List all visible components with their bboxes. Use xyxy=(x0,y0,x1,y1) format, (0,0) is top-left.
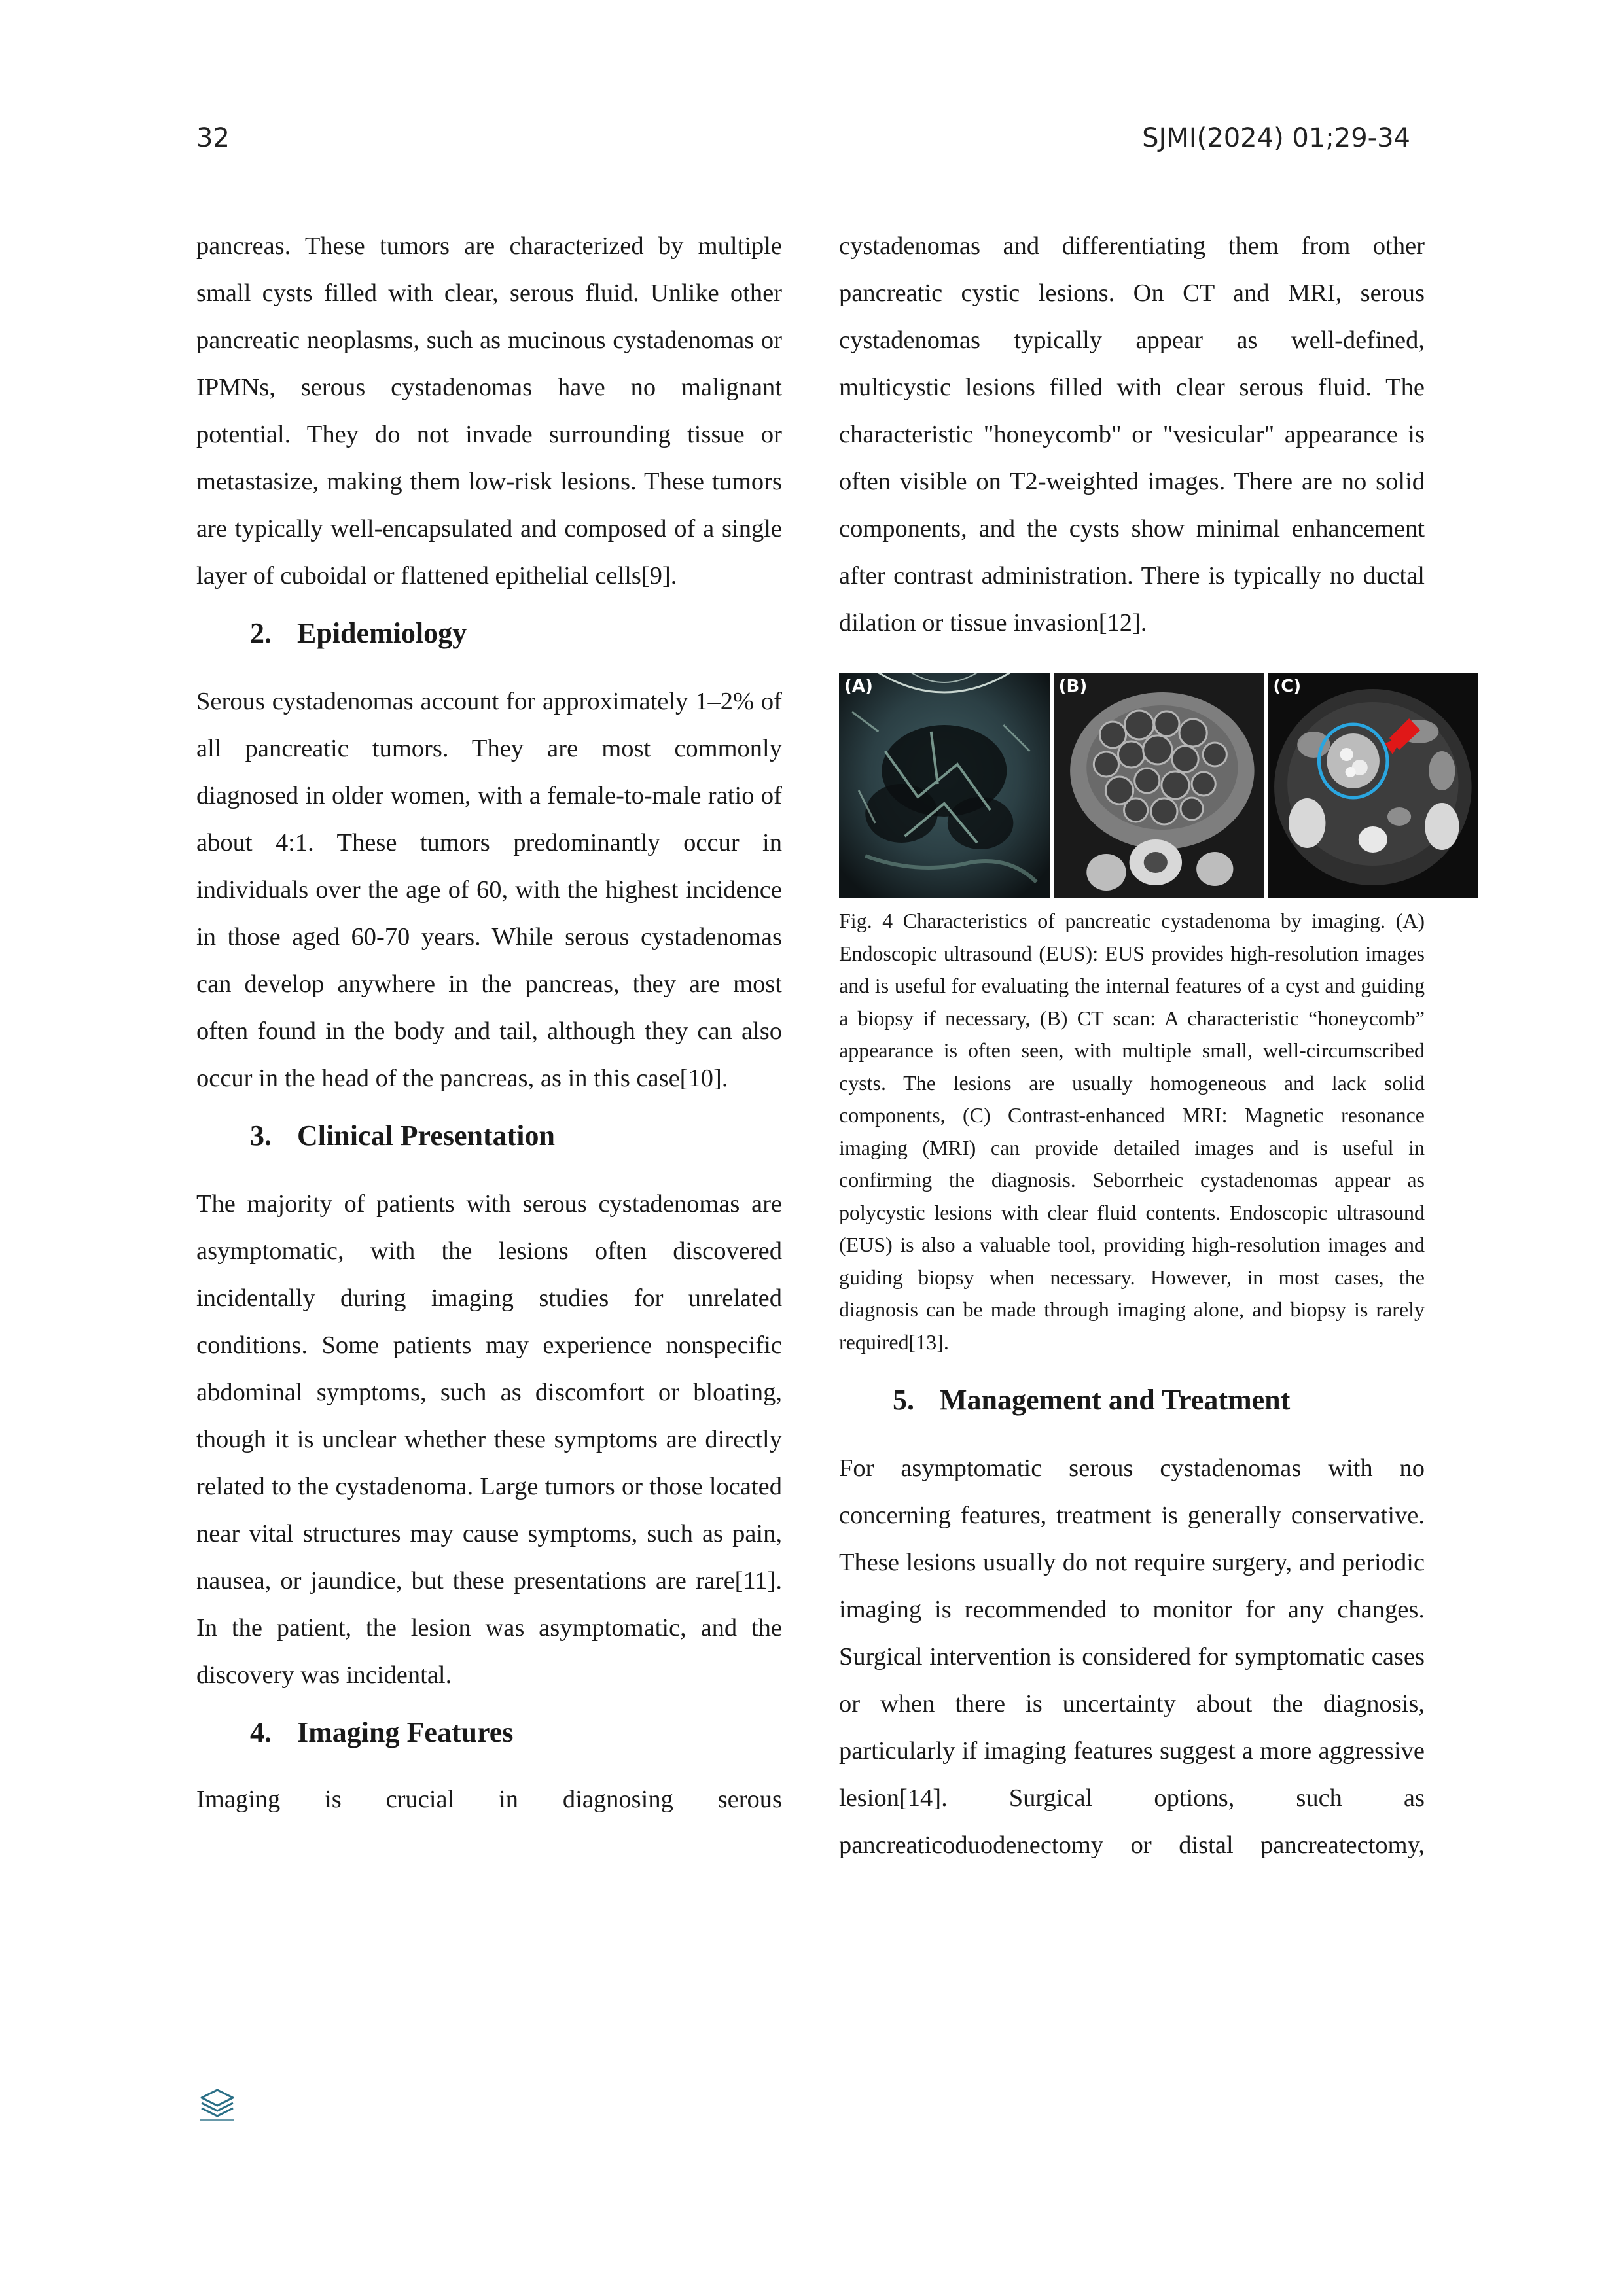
ct-image xyxy=(1054,673,1264,898)
panel-label-b: (B) xyxy=(1058,677,1088,696)
page-number: 32 xyxy=(196,123,230,153)
figure-4 xyxy=(839,673,1478,898)
paragraph-clinical-presentation: The majority of patients with serous cystadenomas are asymptomatic, with the lesions often discovered incidentally during imaging studies for unrelated conditions. Some patients may experience nonspecific abdominal symptoms, such as discomfort or bloating, though it is unclear whether these symptoms are directly related to the cystadenoma. Large tumors or those located near vital structures may cause symptoms, such as pain, nausea, or jaundice, but these presentations are rare[11]. In the patient, the lesion was asymptomatic, and the discovery was incidental. xyxy=(196,1190,782,1689)
right-column xyxy=(839,222,1425,1869)
section-number: 2. xyxy=(250,617,272,649)
layered-diamond-logo-icon xyxy=(195,2087,240,2125)
section-heading-epidemiology xyxy=(196,614,782,653)
left-column xyxy=(196,222,782,1823)
figure-panel-mri xyxy=(1268,673,1478,898)
section-title: Imaging Features xyxy=(297,1716,514,1748)
paragraph-epidemiology: Serous cystadenomas account for approximately 1–2% of all pancreatic tumors. They are most commonly diagnosed in older women, with a female-to-male ratio of about 4:1. These tumors predominantly occur in individuals over the age of 60, with the highest incidence in those aged 60-70 years. While serous cystadenomas can develop anywhere in the pancreas, they are most often found in the body and tail, although they can also occur in the head of the pancreas, as in this case[10]. xyxy=(196,688,782,1092)
paragraph-imaging-start: Imaging is crucial in diagnosing serous xyxy=(196,1786,782,1813)
journal-citation: SJMI(2024) 01;29-34 xyxy=(1142,123,1410,153)
paragraph-intro: pancreas. These tumors are characterized by multiple small cysts filled with clear, serous fluid. Unlike other pancreatic neoplasms, such as mucinous cystadenomas or IPMNs, serous cystadenomas have no malignant potential. They do not invade surrounding tissue or metastasize, making them low-risk lesions. These tumors are typically well-encapsulated and composed of a single layer of cuboidal or flattened epithelial cells[9]. xyxy=(196,232,782,590)
figure-caption: Fig. 4 Characteristics of pancreatic cystadenoma by imaging. (A) Endoscopic ultrasound (EUS): EUS provides high-resolution images and is useful for evaluating the internal features of a cyst and guiding a biopsy if necessary, (B) CT scan: A characteristic “honeycomb” appearance is often seen, with multiple small, well-circumscribed cysts. The lesions are usually homogeneous and lack solid components, (C) Contrast-enhanced MRI: Magnetic resonance imaging (MRI) can provide detailed images and is useful in confirming the diagnosis. Seborrheic cystadenomas appear as polycystic lesions with clear fluid contents. Endoscopic ultrasound (EUS) is also a valuable tool, providing high-resolution images and guiding biopsy when necessary. However, in most cases, the diagnosis can be made through imaging alone, and biopsy is rarely required[13]. xyxy=(839,909,1425,1354)
paragraph-imaging-continued: cystadenomas and differentiating them from other pancreatic cystic lesions. On CT and MRI, serous cystadenomas typically appear as well-defined, multicystic lesions filled with clear serous fluid. The characteristic "honeycomb" or "vesicular" appearance is often visible on T2-weighted images. There are no solid components, and the cysts show minimal enhancement after contrast administration. There is typically no ductal dilation or tissue invasion[12]. xyxy=(839,232,1425,637)
section-heading-clinical-presentation xyxy=(196,1116,782,1156)
section-number: 4. xyxy=(250,1716,272,1748)
panel-label-c: (C) xyxy=(1273,677,1302,696)
eus-image xyxy=(839,673,1050,898)
section-heading-management-treatment xyxy=(839,1381,1425,1420)
panel-label-a: (A) xyxy=(844,677,873,696)
section-number: 5. xyxy=(893,1384,914,1416)
section-title: Clinical Presentation xyxy=(297,1120,555,1152)
figure-panel-eus xyxy=(839,673,1050,898)
section-number: 3. xyxy=(250,1120,272,1152)
paragraph-management: For asymptomatic serous cystadenomas with no concerning features, treatment is generally conservative. These lesions usually do not require surgery, and periodic imaging is recommended to monitor for any changes. Surgical intervention is considered for symptomatic cases or when there is uncertainty about the diagnosis, particularly if imaging features suggest a more aggressive lesion[14]. Surgical options, such as pancreaticoduodenectomy or distal pancreatectomy, xyxy=(839,1455,1425,1859)
figure-panel-ct xyxy=(1054,673,1264,898)
section-title: Management and Treatment xyxy=(940,1384,1291,1416)
section-heading-imaging-features xyxy=(196,1713,782,1752)
mri-image xyxy=(1268,673,1478,898)
section-title: Epidemiology xyxy=(297,617,467,649)
